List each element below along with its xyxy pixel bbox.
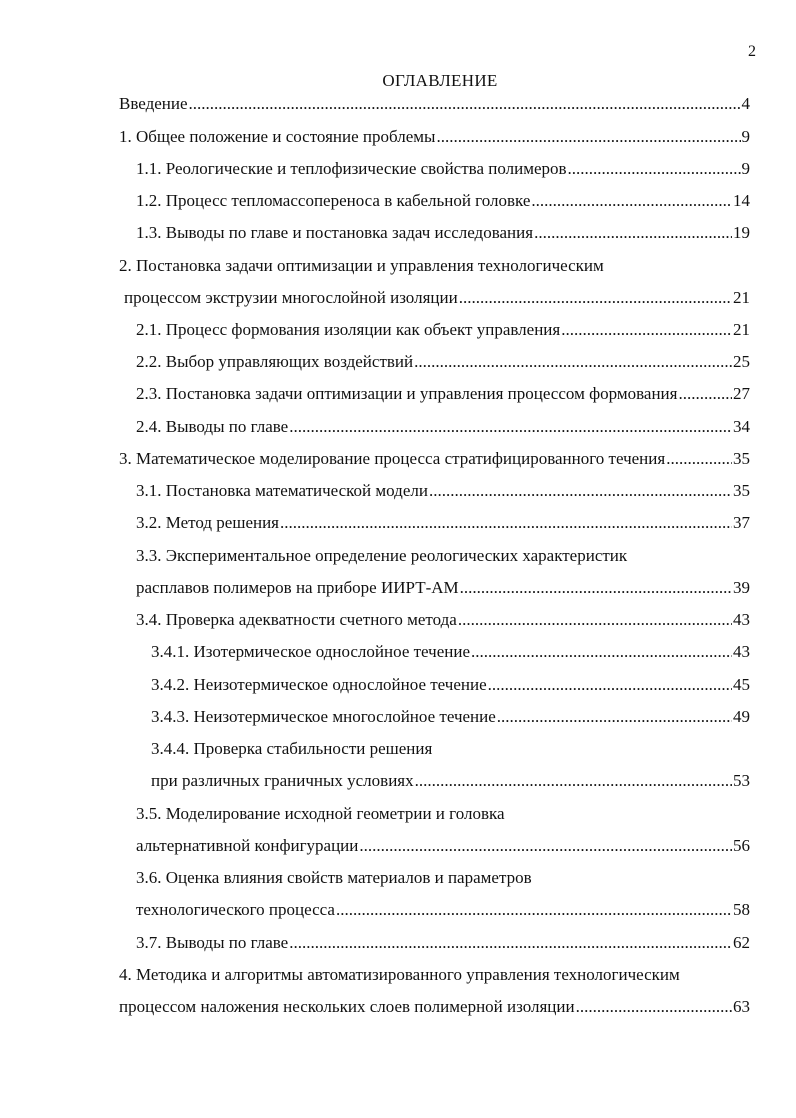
- toc-entry: [151, 706, 750, 728]
- toc-entry-text: процессом наложения нескольких слоев полимерной изоляции: [119, 997, 575, 1016]
- toc-entry-text: 3.1. Постановка математической модели: [136, 481, 428, 500]
- toc-entry: [136, 158, 750, 180]
- toc-entry-page: 39: [733, 578, 750, 597]
- toc-entry-text: 3.3. Экспериментальное определение реологических характеристик: [136, 546, 628, 565]
- toc-entry-page: 21: [733, 320, 750, 339]
- toc-entry: [151, 641, 750, 663]
- toc-entry-text: расплавов полимеров на приборе ИИРТ-АМ: [136, 578, 459, 597]
- toc-entry-text: 3.5. Моделирование исходной геометрии и головка: [136, 804, 505, 823]
- toc-entry: [136, 416, 750, 438]
- toc-entry-text: при различных граничных условиях: [151, 771, 414, 790]
- toc-entry: [136, 803, 505, 825]
- toc-entry: [136, 835, 750, 857]
- toc-entry: [136, 480, 750, 502]
- toc-entry-page: 37: [733, 513, 750, 532]
- toc-entry-page: 14: [733, 191, 750, 210]
- toc-entry: [136, 351, 750, 373]
- toc-leader-dots: [488, 674, 732, 696]
- toc-entry: [119, 448, 750, 470]
- toc-entry: [136, 932, 750, 954]
- toc-entry-text: альтернативной конфигурации: [136, 836, 359, 855]
- toc-leader-dots: [189, 93, 741, 115]
- toc-entry: [136, 545, 627, 567]
- toc-entry-page: 49: [733, 707, 750, 726]
- toc-entry: [136, 577, 750, 599]
- toc-leader-dots: [459, 287, 732, 309]
- toc-leader-dots: [497, 706, 732, 728]
- toc-entry: [136, 609, 750, 631]
- toc-entry-page: 45: [733, 675, 750, 694]
- toc-entry: [136, 383, 750, 405]
- toc-entry-page: 53: [733, 771, 750, 790]
- toc-leader-dots: [576, 996, 732, 1018]
- toc-leader-dots: [531, 190, 732, 212]
- toc-entry-text: 4. Методика и алгоритмы автоматизированного управления технологическим: [119, 965, 680, 984]
- toc-entry-text: 1.2. Процесс тепломассопереноса в кабельной головке: [136, 191, 531, 210]
- page-number: 2: [748, 43, 756, 60]
- toc-entry: [136, 222, 750, 244]
- toc-entry: [151, 674, 750, 696]
- toc-leader-dots: [471, 641, 732, 663]
- toc-entry-page: 9: [741, 159, 750, 178]
- toc-leader-dots: [280, 512, 732, 534]
- toc-entry-text: Введение: [119, 94, 188, 113]
- toc-entry: [119, 255, 604, 277]
- toc-entry: [151, 770, 750, 792]
- toc-entry: [119, 93, 750, 115]
- toc-entry-text: 1.3. Выводы по главе и постановка задач исследования: [136, 223, 534, 242]
- toc-entry: [136, 190, 750, 212]
- toc-entry: [119, 964, 680, 986]
- toc-entry-text: 3.4.4. Проверка стабильности решения: [151, 739, 433, 758]
- toc-leader-dots: [429, 480, 732, 502]
- toc-entry-page: 35: [733, 481, 750, 500]
- toc-leader-dots: [678, 383, 732, 405]
- toc-entry-page: 58: [733, 900, 750, 919]
- toc-entry-text: 3.2. Метод решения: [136, 513, 279, 532]
- toc-entry-text: 2.4. Выводы по главе: [136, 417, 289, 436]
- toc-leader-dots: [568, 158, 741, 180]
- toc-entry-page: 4: [741, 94, 750, 113]
- toc-entry-page: 19: [733, 223, 750, 242]
- toc-entry-page: 35: [733, 449, 750, 468]
- toc-entry-page: 62: [733, 933, 750, 952]
- toc-entry-text: 1.1. Реологические и теплофизические свойства полимеров: [136, 159, 567, 178]
- toc-entry: [151, 738, 432, 760]
- toc-entry: [119, 126, 750, 148]
- toc-entry-text: 3.4.2. Неизотермическое однослойное течение: [151, 675, 487, 694]
- toc-entry-text: 2.3. Постановка задачи оптимизации и управления процессом формования: [136, 384, 678, 403]
- toc-leader-dots: [436, 126, 740, 148]
- toc-title: ОГЛАВЛЕНИЕ: [382, 71, 498, 90]
- toc-entry: [124, 287, 750, 309]
- toc-entry-page: 63: [733, 997, 750, 1016]
- toc-entry: [136, 867, 532, 889]
- toc-leader-dots: [561, 319, 732, 341]
- toc-entry-text: процессом экструзии многослойной изоляции: [124, 288, 458, 307]
- toc-entry: [136, 899, 750, 921]
- toc-leader-dots: [415, 770, 732, 792]
- toc-leader-dots: [534, 222, 732, 244]
- toc-leader-dots: [458, 609, 732, 631]
- toc-entry-page: 25: [733, 352, 750, 371]
- toc-entry-text: 3.4.1. Изотермическое однослойное течение: [151, 642, 470, 661]
- toc-leader-dots: [666, 448, 732, 470]
- toc-entry-text: технологического процесса: [136, 900, 335, 919]
- toc-leader-dots: [414, 351, 732, 373]
- toc-leader-dots: [359, 835, 732, 857]
- toc-entry-text: 3. Математическое моделирование процесса стратифицированного течения: [119, 449, 666, 468]
- toc-leader-dots: [336, 899, 732, 921]
- toc-entry-text: 3.7. Выводы по главе: [136, 933, 289, 952]
- toc-leader-dots: [289, 932, 732, 954]
- toc-entry-text: 3.6. Оценка влияния свойств материалов и параметров: [136, 868, 532, 887]
- toc-entry-page: 9: [741, 127, 750, 146]
- toc-entry-page: 27: [733, 384, 750, 403]
- toc-entry-text: 2.2. Выбор управляющих воздействий: [136, 352, 414, 371]
- toc-leader-dots: [460, 577, 732, 599]
- toc-entry-page: 21: [733, 288, 750, 307]
- toc-entry-text: 2. Постановка задачи оптимизации и управления технологическим: [119, 256, 604, 275]
- toc-entry-text: 2.1. Процесс формования изоляции как объект управления: [136, 320, 561, 339]
- toc-entry: [119, 996, 750, 1018]
- toc-entry-page: 43: [733, 642, 750, 661]
- toc-entry-page: 34: [733, 417, 750, 436]
- toc-entry: [136, 512, 750, 534]
- toc-entry: [136, 319, 750, 341]
- toc-entry-page: 43: [733, 610, 750, 629]
- toc-entry-page: 56: [733, 836, 750, 855]
- toc-entry-text: 1. Общее положение и состояние проблемы: [119, 127, 436, 146]
- toc-leader-dots: [289, 416, 732, 438]
- toc-entry-text: 3.4.3. Неизотермическое многослойное течение: [151, 707, 496, 726]
- toc-entry-text: 3.4. Проверка адекватности счетного метода: [136, 610, 457, 629]
